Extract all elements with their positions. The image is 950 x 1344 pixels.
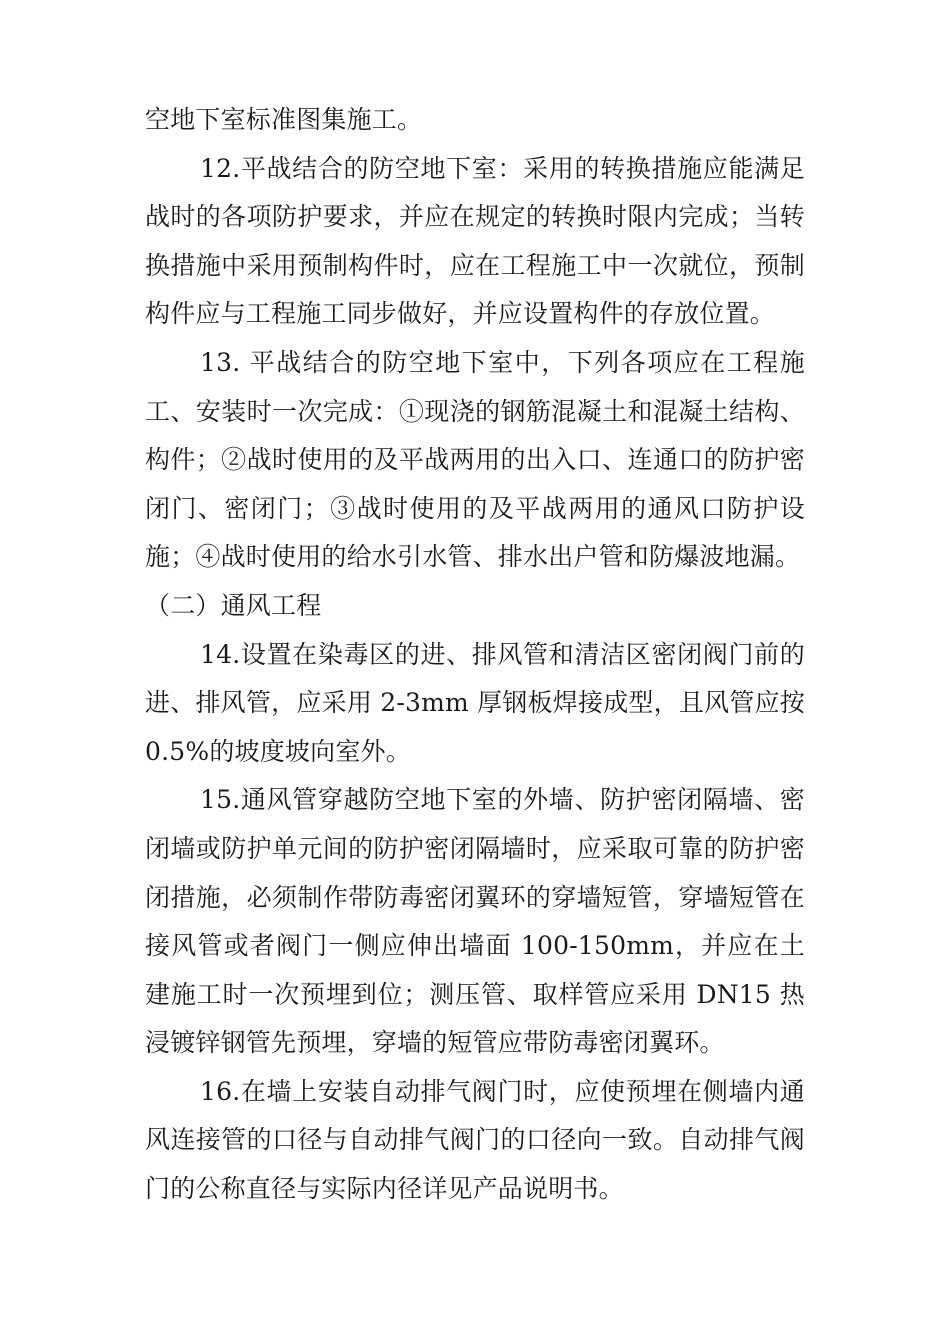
paragraph-item-12: 12.平战结合的防空地下室：采用的转换措施应能满足战时的各项防护要求，并应在规定的转换时限内完成；当转换措施中采用预制构件时，应在工程施工中一次就位，预制构件应与工程施工同步做好，并应设置构件的存放位置。 bbox=[145, 153, 805, 329]
paragraph-item-13: 13. 平战结合的防空地下室中，下列各项应在工程施工、安装时一次完成：①现浇的钢筋混凝土和混凝土结构、构件；②战时使用的及平战两用的出入口、连通口的防护密闭门、密闭门；③战时使用的及平战两用的通风口防护设施；④战时使用的给水引水管、排水出户管和防爆波地漏。 bbox=[145, 347, 805, 572]
paragraph-item-14: 14.设置在染毒区的进、排风管和清洁区密闭阀门前的进、排风管，应采用 2-3mm 厚钢板焊接成型，且风管应按 0.5%的坡度坡向室外。 bbox=[145, 639, 805, 766]
paragraph-continuation: 空地下室标准图集施工。 bbox=[145, 105, 423, 134]
paragraph-item-16: 16.在墙上安装自动排气阀门时，应使预埋在侧墙内通风连接管的口径与自动排气阀门的口径向一致。自动排气阀门的公称直径与实际内径详见产品说明书。 bbox=[145, 1076, 805, 1204]
document-body bbox=[145, 96, 805, 1214]
section-heading-ventilation: （二）通风工程 bbox=[145, 590, 322, 620]
paragraph-item-15: 15.通风管穿越防空地下室的外墙、防护密闭隔墙、密闭墙或防护单元间的防护密闭隔墙时，应采取可靠的防护密闭措施，必须制作带防毒密闭翼环的穿墙短管，穿墙短管在接风管或者阀门一侧应伸出墙面 100-150mm，并应在土建施工时一次预埋到位；测压管、取样管应采用 DN15 热浸镀锌钢管先预埋，穿墙的短管应带防毒密闭翼环。 bbox=[145, 785, 805, 1058]
